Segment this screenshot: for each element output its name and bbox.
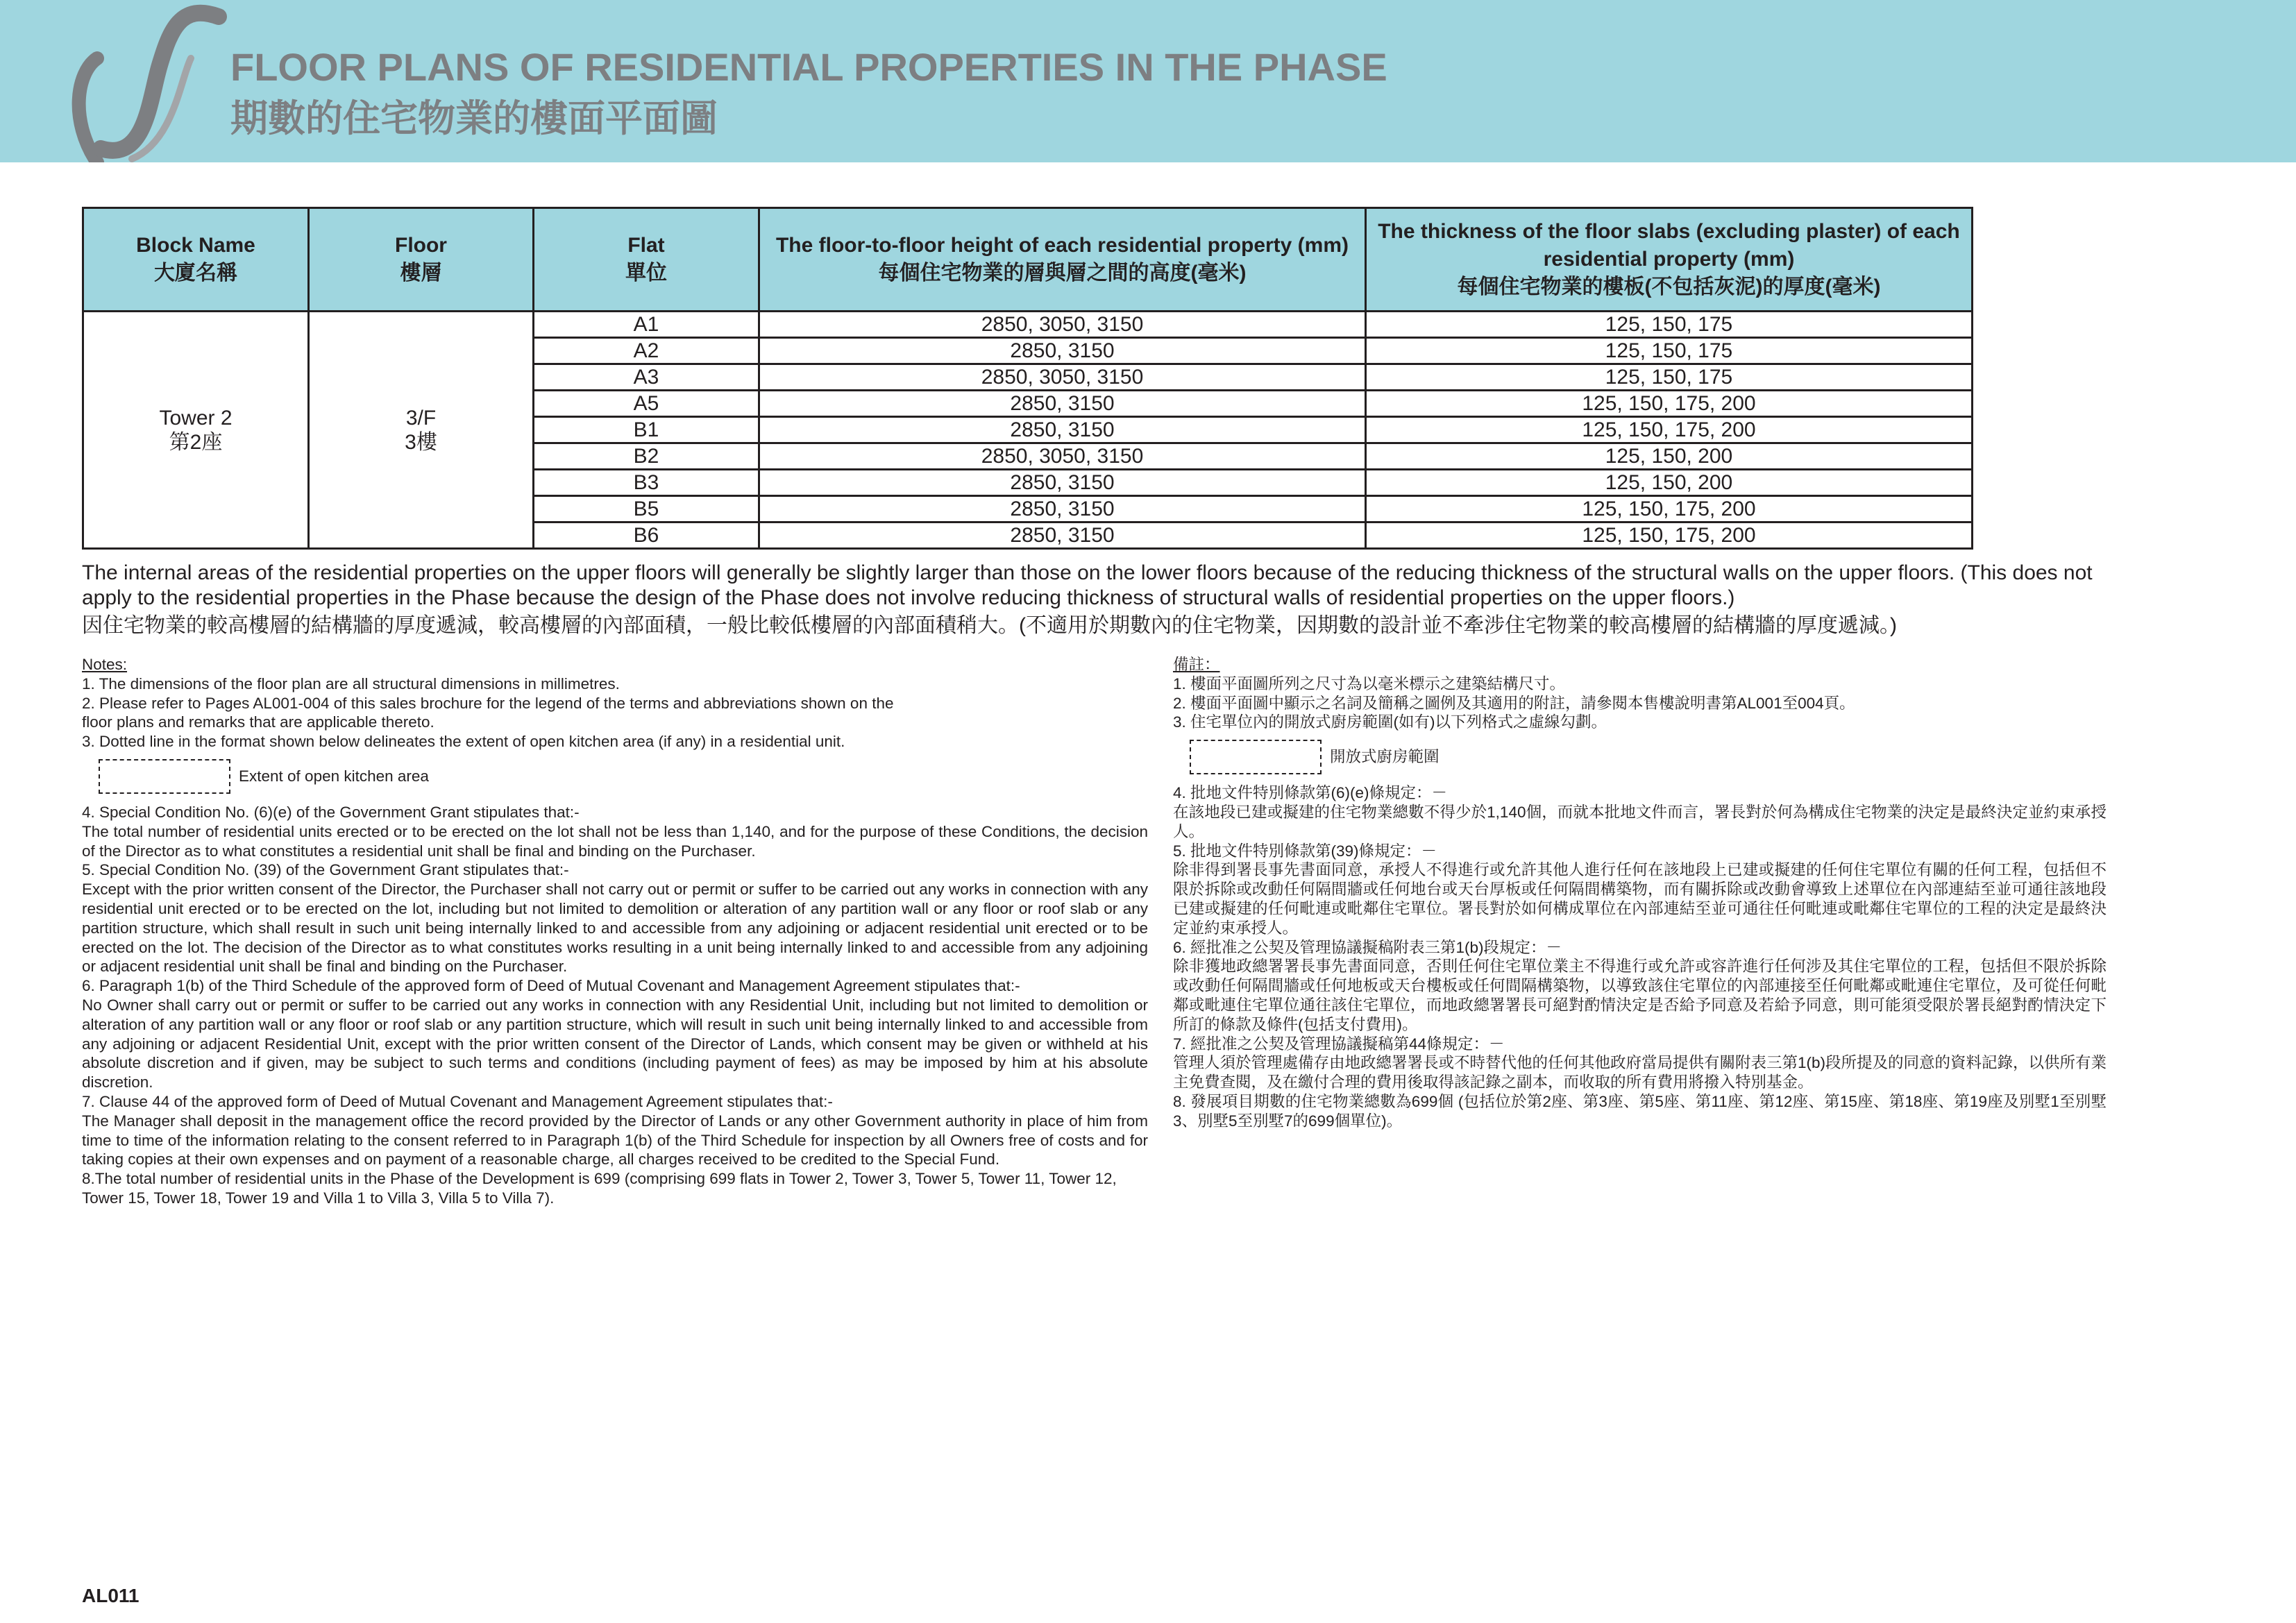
note-6-zh: 6. 經批准之公契及管理協議擬稿附表三第1(b)段規定：－ <box>1173 938 1562 956</box>
note-6-body-zh: 除非獲地政總署署長事先書面同意，否則任何住宅單位業主不得進行或允許或容許進行任何涉及其住宅單位的工程，包括但不限於拆除或改動任何隔間牆或任何地板或天台樓板或任何間隔構築物，以導致該住宅單位的內部連接至任何毗鄰或毗連住宅單位，及可從任何毗鄰或毗連住宅單位通往該住宅單位，而地政總署署長可絕對酌情決定是否給予同意及若給予同意，則可能須受限於署長絕對酌情決定下所訂的條款及條件(包括支付費用)。 <box>1173 958 2107 1033</box>
slab-cell: 125, 150, 175 <box>1366 364 1973 391</box>
flat-cell: B6 <box>534 522 759 549</box>
note-5-body: Except with the prior written consent of the Director, the Purchaser shall not carry out or permit or suffer to be carried out any works in connection with any residential unit erected or to be erected on the lot, including but not limited to demolition or alteration of any partition wall or any floor or roof slab or any partition structure, which shall result in such unit being internally linked to and accessible from any adjoining or adjacent residential unit erected or to be erected on the lot. The decision of the Director as to what constitutes works resulting in a unit being internally linked to and accessible from any adjoining or adjacent residential unit shall be final and binding on the Purchaser. <box>82 881 1148 976</box>
note-7-body-zh: 管理人須於管理處備存由地政總署署長或不時替代他的任何其他政府當局提供有關附表三第1(b)段所提及的同意的資料記錄，以供所有業主免費查閱，及在繳付合理的費用後取得該記錄之副本，而收取的所有費用將撥入特別基金。 <box>1173 1054 2107 1091</box>
note-4-body: The total number of residential units erected or to be erected on the lot shall not be less than 1,140, and for the purpose of these Conditions, the decision of the Director as to what constitutes a residential unit shall be final and binding on the Purchaser. <box>82 822 1148 860</box>
height-cell: 2850, 3150 <box>759 338 1366 364</box>
internal-areas-note-zh: 因住宅物業的較高樓層的結構牆的厚度遞減，較高樓層的內部面積，一般比較低樓層的內部面積稍大。(不適用於期數內的住宅物業，因期數的設計並不牽涉住宅物業的較高樓層的結構牆的厚度遞減。) <box>82 614 1897 637</box>
kitchen-legend-label-zh: 開放式廚房範圍 <box>1330 748 1440 766</box>
note-2a: 2. Please refer to Pages AL001-004 of this sales brochure for the legend of the terms and abbreviations shown on the <box>82 694 894 712</box>
flat-cell: B3 <box>534 470 759 496</box>
internal-areas-note: The internal areas of the residential properties on the upper floors will generally be slightly larger than those on the lower floors because of the reducing thickness of the structural walls on the upper floors. (This does not apply to the residential properties in the Phase because the design of the Phase does not involve reducing thickness of structural walls of residential properties on the upper floors.) <box>82 561 2093 609</box>
flat-cell: A5 <box>534 391 759 417</box>
block-name-cell: Tower 2 第2座 <box>83 312 309 549</box>
slab-cell: 125, 150, 175, 200 <box>1366 417 1973 443</box>
kitchen-legend <box>99 756 1148 797</box>
dashed-box-icon <box>1190 740 1322 774</box>
notes-chinese <box>1173 655 2107 1131</box>
notes-heading-zh: 備註： <box>1173 656 1220 673</box>
flat-cell: A3 <box>534 364 759 391</box>
height-cell: 2850, 3150 <box>759 391 1366 417</box>
col-header-flat: Flat 單位 <box>534 208 759 312</box>
dashed-box-icon <box>99 759 230 794</box>
note-2b: floor plans and remarks that are applicable thereto. <box>82 713 434 731</box>
note-1-zh: 1. 樓面平面圖所列之尺寸為以毫米標示之建築結構尺寸。 <box>1173 674 1566 692</box>
note-7-body: The Manager shall deposit in the management office the record provided by the Director of Lands or any other Government authority in place of him from time to time of the information relating to the consent referred to in Paragraph 1(b) of the Third Schedule for inspection by all Owners free of costs and for taking copies at their own expenses and on payment of a reasonable charge, all charges received to be credited to the Special Fund. <box>82 1112 1148 1169</box>
note-1: 1. The dimensions of the floor plan are all structural dimensions in millimetres. <box>82 674 620 692</box>
height-cell: 2850, 3050, 3150 <box>759 364 1366 391</box>
col-header-floor: Floor 樓層 <box>309 208 534 312</box>
header-band <box>0 0 2296 162</box>
note-8: 8.The total number of residential units in the Phase of the Development is 699 (comprising 699 flats in Tower 2, Tower 3, Tower 5, Tower 11, Tower 12, Tower 15, Tower 18, Tower 19 and Villa 1 to Villa 3, Villa 5 to Villa 7). <box>82 1170 1117 1207</box>
kitchen-legend-zh <box>1190 736 2107 778</box>
col-header-slab: The thickness of the floor slabs (excluding plaster) of each residential property (mm) 每個住宅物業的樓板(不包括灰泥)的厚度(毫米) <box>1366 208 1973 312</box>
note-5-zh: 5. 批地文件特別條款第(39)條規定：－ <box>1173 842 1437 860</box>
note-4-zh: 4. 批地文件特別條款第(6)(e)條規定：－ <box>1173 784 1448 802</box>
height-cell: 2850, 3150 <box>759 417 1366 443</box>
note-6: 6. Paragraph 1(b) of the Third Schedule of the approved form of Deed of Mutual Covenant and Management Agreement stipulates that:- <box>82 977 1020 995</box>
flat-cell: A2 <box>534 338 759 364</box>
note-2-zh: 2. 樓面平面圖中顯示之名詞及簡稱之圖例及其適用的附註，請參閱本售樓說明書第AL001至004頁。 <box>1173 694 1855 712</box>
col-header-height: The floor-to-floor height of each residential property (mm) 每個住宅物業的層與層之間的高度(毫米) <box>759 208 1366 312</box>
height-cell: 2850, 3150 <box>759 522 1366 549</box>
note-4: 4. Special Condition No. (6)(e) of the Government Grant stipulates that:- <box>82 803 580 821</box>
slab-cell: 125, 150, 200 <box>1366 443 1973 470</box>
note-8-zh: 8. 發展項目期數的住宅物業總數為699個 (包括位於第2座、第3座、第5座、第11座、第12座、第15座、第18座、第19座及別墅1至別墅3、別墅5至別墅7的699個單位)。 <box>1173 1092 2107 1130</box>
floor-cell: 3/F 3樓 <box>309 312 534 549</box>
swirl-logo-icon <box>69 3 229 162</box>
note-6-body: No Owner shall carry out or permit or suffer to be carried out any works in connection with any Residential Unit, including but not limited to demolition or alteration of any partition wall or any floor or roof slab or any partition structure, which will result in such unit being internally linked to and accessible from any adjoining or adjacent Residential Unit, except with the prior written consent of the Director of Lands, which consent may be given or withheld at his absolute discretion and if given, may be subject to such terms and conditions (including payment of fees) as may be imposed by him at his absolute discretion. <box>82 996 1148 1091</box>
height-cell: 2850, 3150 <box>759 496 1366 522</box>
note-5: 5. Special Condition No. (39) of the Government Grant stipulates that:- <box>82 861 569 879</box>
flat-cell: A1 <box>534 312 759 338</box>
page-title-zh: 期數的住宅物業的樓面平面圖 <box>230 98 718 139</box>
note-7-zh: 7. 經批准之公契及管理協議擬稿第44條規定：－ <box>1173 1035 1505 1053</box>
note-4-body-zh: 在該地段已建或擬建的住宅物業總數不得少於1,140個，而就本批地文件而言，署長對於何為構成住宅物業的決定是最終決定並約束承授人。 <box>1173 803 2107 840</box>
floor-data-table <box>82 207 1973 550</box>
height-cell: 2850, 3050, 3150 <box>759 443 1366 470</box>
page-number: AL011 <box>82 1585 140 1606</box>
slab-cell: 125, 150, 175 <box>1366 312 1973 338</box>
slab-cell: 125, 150, 175 <box>1366 338 1973 364</box>
height-cell: 2850, 3150 <box>759 470 1366 496</box>
height-cell: 2850, 3050, 3150 <box>759 312 1366 338</box>
flat-cell: B1 <box>534 417 759 443</box>
kitchen-legend-label: Extent of open kitchen area <box>239 767 429 785</box>
notes-english <box>82 655 1148 1208</box>
note-3-zh: 3. 住宅單位內的開放式廚房範圍(如有)以下列格式之虛線勾劃。 <box>1173 713 1607 731</box>
col-header-block: Block Name 大廈名稱 <box>83 208 309 312</box>
table-row <box>83 312 1973 338</box>
page-title: FLOOR PLANS OF RESIDENTIAL PROPERTIES IN THE PHASE <box>230 45 1387 89</box>
note-3: 3. Dotted line in the format shown below delineates the extent of open kitchen area (if any) in a residential unit. <box>82 733 845 751</box>
note-7: 7. Clause 44 of the approved form of Deed of Mutual Covenant and Management Agreement stipulates that:- <box>82 1092 833 1110</box>
slab-cell: 125, 150, 175, 200 <box>1366 391 1973 417</box>
note-5-body-zh: 除非得到署長事先書面同意，承授人不得進行或允許其他人進行任何在該地段上已建或擬建的任何住宅單位有關的任何工程，包括但不限於拆除或改動任何隔間牆或任何地台或天台厚板或任何隔間構築物，而有關拆除或改動會導致上述單位在內部連結至並可通往該地段已建或擬建的任何毗連或毗鄰住宅單位。署長對於如何構成單位在內部連結至並可通往任何毗連或毗鄰住宅單位的工程的決定是最終決定並約束承授人。 <box>1173 861 2107 937</box>
slab-cell: 125, 150, 175, 200 <box>1366 522 1973 549</box>
slab-cell: 125, 150, 175, 200 <box>1366 496 1973 522</box>
table-header-row <box>83 208 1973 312</box>
notes-heading: Notes: <box>82 656 128 673</box>
slab-cell: 125, 150, 200 <box>1366 470 1973 496</box>
flat-cell: B2 <box>534 443 759 470</box>
flat-cell: B5 <box>534 496 759 522</box>
